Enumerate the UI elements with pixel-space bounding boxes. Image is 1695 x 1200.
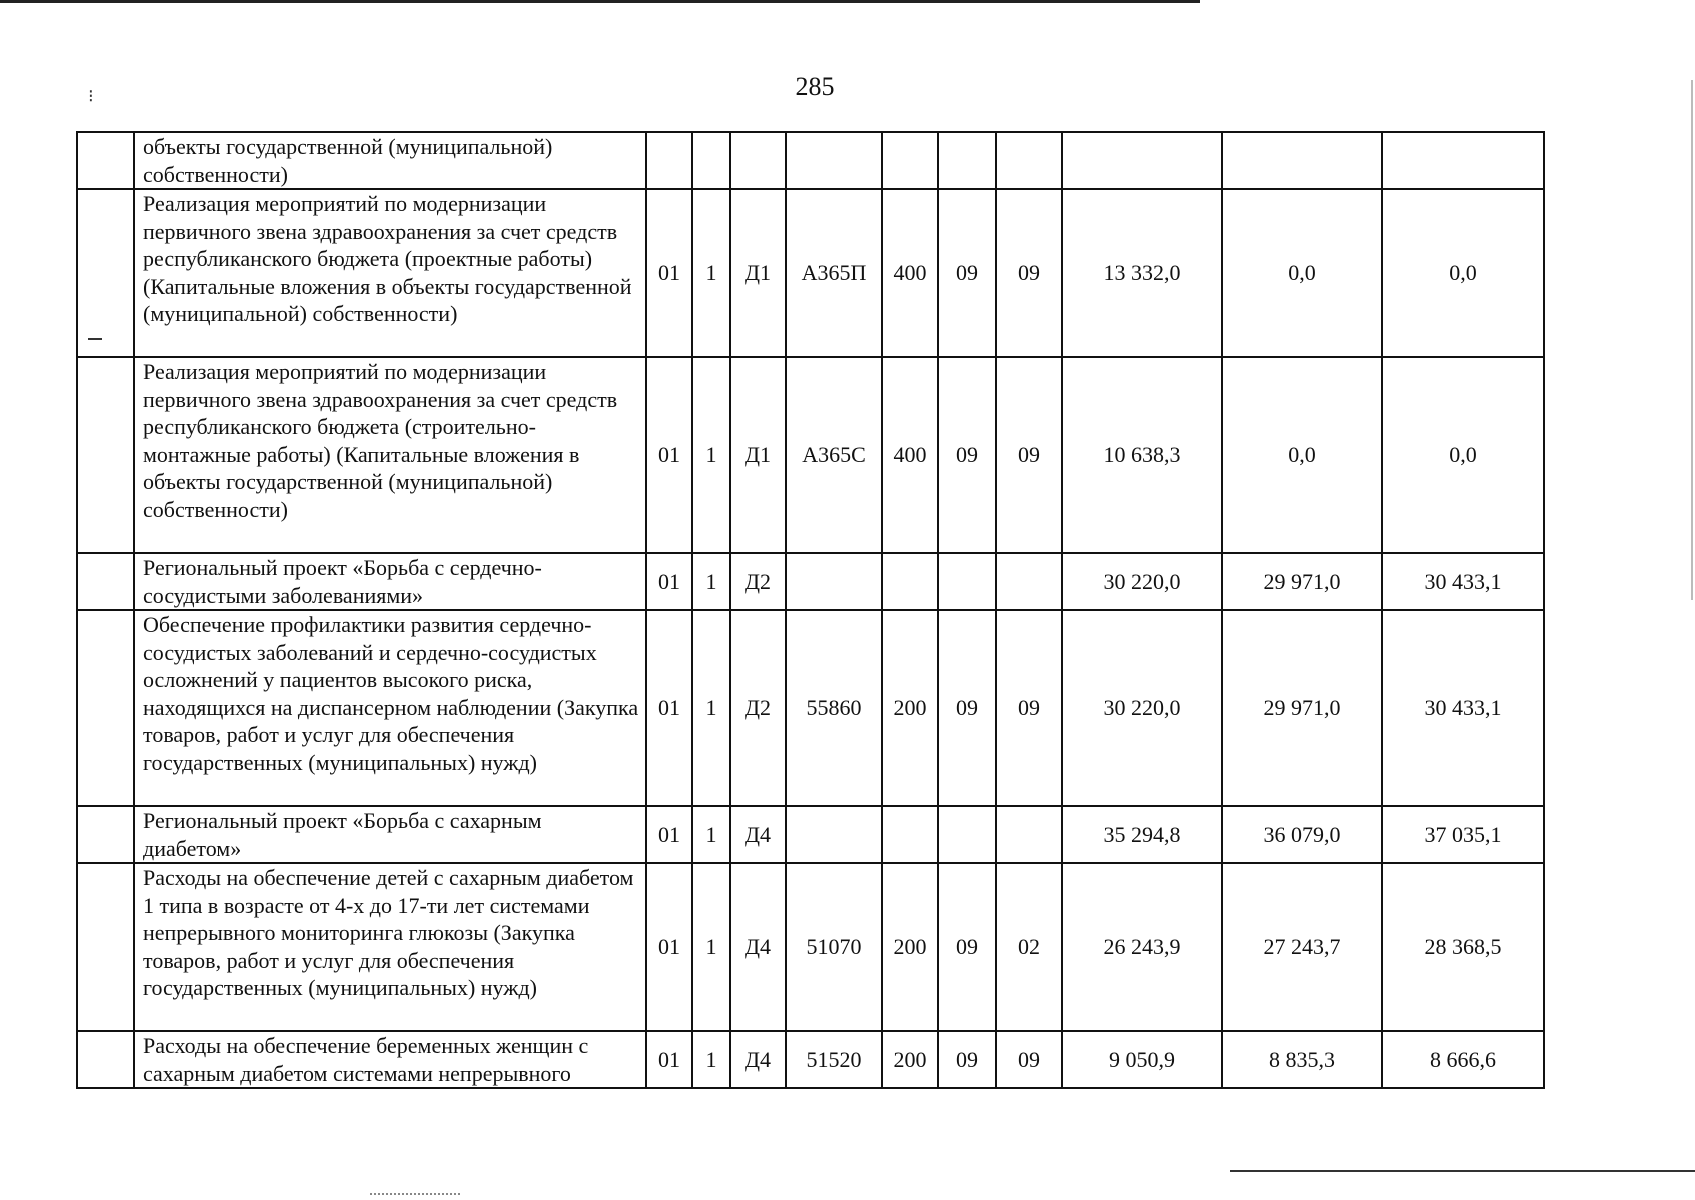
sum-year2-cell: 36 079,0 bbox=[1222, 806, 1382, 863]
project-cell: Д4 bbox=[730, 863, 786, 1031]
description-cell: Расходы на обеспечение беременных женщин с сахарным диабетом системами непрерывного bbox=[134, 1031, 646, 1088]
description-cell: объекты государственной (муниципальной) собственности) bbox=[134, 132, 646, 189]
sum-year2-cell bbox=[1222, 132, 1382, 189]
direction-cell: 51520 bbox=[786, 1031, 882, 1088]
subsection-cell: 09 bbox=[996, 610, 1062, 806]
sum-year1-cell bbox=[1062, 132, 1222, 189]
margin-mark: ⁝ bbox=[88, 86, 94, 106]
subprogram-cell bbox=[692, 132, 730, 189]
table-row bbox=[77, 553, 1544, 610]
description-cell: Расходы на обеспечение детей с сахарным диабетом 1 типа в возрасте от 4-х до 17-ти лет системами непрерывного мониторинга глюкозы (Закупка товаров, работ и услуг для обеспечения государственных (муниципальных) нужд) bbox=[134, 863, 646, 1031]
direction-cell bbox=[786, 132, 882, 189]
section-cell: 09 bbox=[938, 610, 996, 806]
sum-year1-cell: 13 332,0 bbox=[1062, 189, 1222, 357]
expense-type-cell bbox=[882, 806, 938, 863]
program-cell bbox=[646, 132, 692, 189]
sum-year2-cell: 29 971,0 bbox=[1222, 610, 1382, 806]
sum-year1-cell: 26 243,9 bbox=[1062, 863, 1222, 1031]
description-cell: Региональный проект «Борьба с сахарным диабетом» bbox=[134, 806, 646, 863]
sum-year2-cell: 0,0 bbox=[1222, 189, 1382, 357]
sum-year2-cell: 8 835,3 bbox=[1222, 1031, 1382, 1088]
expense-type-cell: 400 bbox=[882, 357, 938, 553]
subsection-cell bbox=[996, 806, 1062, 863]
section-cell: 09 bbox=[938, 863, 996, 1031]
program-cell: 01 bbox=[646, 1031, 692, 1088]
subsection-cell: 09 bbox=[996, 357, 1062, 553]
program-cell: 01 bbox=[646, 806, 692, 863]
table-row bbox=[77, 132, 1544, 189]
subprogram-cell: 1 bbox=[692, 357, 730, 553]
table-row bbox=[77, 863, 1544, 1031]
program-cell: 01 bbox=[646, 610, 692, 806]
scan-right-edge bbox=[1691, 80, 1693, 600]
subsection-cell bbox=[996, 553, 1062, 610]
section-cell: 09 bbox=[938, 189, 996, 357]
subprogram-cell: 1 bbox=[692, 806, 730, 863]
project-cell: Д4 bbox=[730, 1031, 786, 1088]
sum-year3-cell: 37 035,1 bbox=[1382, 806, 1544, 863]
subprogram-cell: 1 bbox=[692, 553, 730, 610]
project-cell bbox=[730, 132, 786, 189]
program-cell: 01 bbox=[646, 189, 692, 357]
description-cell: Обеспечение профилактики развития сердечно-сосудистых заболеваний и сердечно-сосудистых осложнений у пациентов высокого риска, находящихся на диспансерном наблюдении (Закупка товаров, работ и услуг для обеспечения государственных (муниципальных) нужд) bbox=[134, 610, 646, 806]
sum-year3-cell: 30 433,1 bbox=[1382, 553, 1544, 610]
expense-type-cell bbox=[882, 553, 938, 610]
table-row bbox=[77, 610, 1544, 806]
direction-cell bbox=[786, 553, 882, 610]
row-number-cell bbox=[77, 553, 134, 610]
direction-cell: А365С bbox=[786, 357, 882, 553]
direction-cell bbox=[786, 806, 882, 863]
description-cell: Реализация мероприятий по модернизации первичного звена здравоохранения за счет средств республиканского бюджета (строительно-монтажные работы) (Капитальные вложения в объекты государственной (муниципальной) собственности) bbox=[134, 357, 646, 553]
program-cell: 01 bbox=[646, 357, 692, 553]
row-number-cell bbox=[77, 132, 134, 189]
expense-type-cell: 200 bbox=[882, 610, 938, 806]
project-cell: Д2 bbox=[730, 553, 786, 610]
subprogram-cell: 1 bbox=[692, 610, 730, 806]
description-cell: Региональный проект «Борьба с сердечно-сосудистыми заболеваниями» bbox=[134, 553, 646, 610]
section-cell bbox=[938, 132, 996, 189]
subprogram-cell: 1 bbox=[692, 189, 730, 357]
sum-year2-cell: 0,0 bbox=[1222, 357, 1382, 553]
description-cell: Реализация мероприятий по модернизации первичного звена здравоохранения за счет средств республиканского бюджета (проектные работы) (Капитальные вложения в объекты государственной (муниципальной) собственности) bbox=[134, 189, 646, 357]
scan-bottom-edge bbox=[1230, 1170, 1695, 1172]
sum-year1-cell: 30 220,0 bbox=[1062, 610, 1222, 806]
direction-cell: 51070 bbox=[786, 863, 882, 1031]
row-number-cell bbox=[77, 610, 134, 806]
expense-type-cell: 200 bbox=[882, 1031, 938, 1088]
section-cell bbox=[938, 806, 996, 863]
sum-year1-cell: 30 220,0 bbox=[1062, 553, 1222, 610]
row-number-cell bbox=[77, 863, 134, 1031]
sum-year2-cell: 29 971,0 bbox=[1222, 553, 1382, 610]
budget-table bbox=[76, 131, 1545, 1089]
table-row bbox=[77, 806, 1544, 863]
project-cell: Д1 bbox=[730, 357, 786, 553]
sum-year3-cell: 30 433,1 bbox=[1382, 610, 1544, 806]
section-cell bbox=[938, 553, 996, 610]
scan-dots bbox=[370, 1193, 460, 1196]
table-row bbox=[77, 1031, 1544, 1088]
subsection-cell: 02 bbox=[996, 863, 1062, 1031]
project-cell: Д1 bbox=[730, 189, 786, 357]
sum-year3-cell: 28 368,5 bbox=[1382, 863, 1544, 1031]
section-cell: 09 bbox=[938, 357, 996, 553]
row-number-cell bbox=[77, 806, 134, 863]
program-cell: 01 bbox=[646, 553, 692, 610]
scan-top-edge bbox=[0, 0, 1200, 3]
sum-year2-cell: 27 243,7 bbox=[1222, 863, 1382, 1031]
table-row bbox=[77, 189, 1544, 357]
sum-year3-cell: 0,0 bbox=[1382, 189, 1544, 357]
row-number-cell bbox=[77, 1031, 134, 1088]
row-number-cell bbox=[77, 357, 134, 553]
subprogram-cell: 1 bbox=[692, 863, 730, 1031]
row-number-cell bbox=[77, 189, 134, 357]
sum-year3-cell bbox=[1382, 132, 1544, 189]
subprogram-cell: 1 bbox=[692, 1031, 730, 1088]
sum-year3-cell: 8 666,6 bbox=[1382, 1031, 1544, 1088]
sum-year1-cell: 9 050,9 bbox=[1062, 1031, 1222, 1088]
table-row bbox=[77, 357, 1544, 553]
subsection-cell bbox=[996, 132, 1062, 189]
subsection-cell: 09 bbox=[996, 1031, 1062, 1088]
sum-year3-cell: 0,0 bbox=[1382, 357, 1544, 553]
expense-type-cell: 200 bbox=[882, 863, 938, 1031]
direction-cell: А365П bbox=[786, 189, 882, 357]
expense-type-cell bbox=[882, 132, 938, 189]
expense-type-cell: 400 bbox=[882, 189, 938, 357]
sum-year1-cell: 35 294,8 bbox=[1062, 806, 1222, 863]
subsection-cell: 09 bbox=[996, 189, 1062, 357]
sum-year1-cell: 10 638,3 bbox=[1062, 357, 1222, 553]
project-cell: Д4 bbox=[730, 806, 786, 863]
page-number: 285 bbox=[795, 72, 835, 101]
direction-cell: 55860 bbox=[786, 610, 882, 806]
project-cell: Д2 bbox=[730, 610, 786, 806]
section-cell: 09 bbox=[938, 1031, 996, 1088]
program-cell: 01 bbox=[646, 863, 692, 1031]
